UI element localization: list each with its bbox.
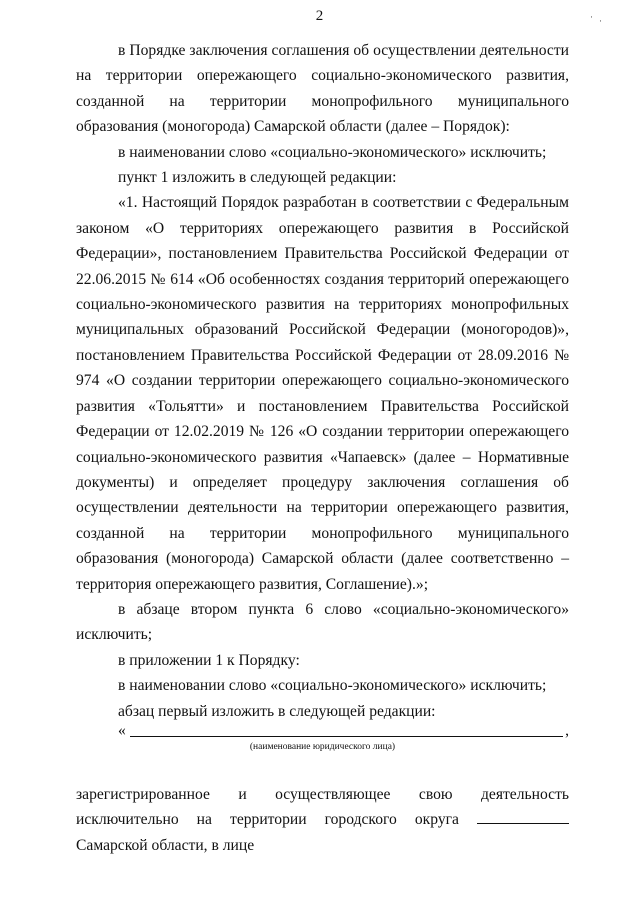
legal-entity-signature-block	[76, 721, 569, 782]
paragraph-order-reference: в Порядке заключения соглашения об осуществлении деятельности на территории опережающего социально-экономического развития, созданной на территории монопрофильного муниципального образования (моногорода) Самарской области (далее – Порядок):	[76, 42, 569, 136]
scan-speck: ·	[599, 16, 602, 26]
registered-entity-text: зарегистрированное и осуществляющее свою деятельность исключительно на территории городского округа	[76, 785, 569, 829]
registered-entity-text-end: Самарской области, в лице	[76, 836, 255, 854]
document-body	[76, 38, 569, 858]
scan-speck: ·	[590, 12, 593, 22]
city-district-blank	[477, 811, 569, 824]
paragraph-point-1-text: «1. Настоящий Порядок разработан в соответствии с Федеральным законом «О территориях опережающего развития в Российской Федерации», постановлением Правительства Российской Федерации от 22.06.2015 № 614 «Об особенностях создания территорий опережающего социально-экономического развития на территориях монопрофильных муниципальных образований Российской Федерации (моногородов)», постановлением Правительства Российской Федерации от 28.09.2016 № 974 «О создании территории опережающего социально-экономического развития «Тольятти» и постановлением Правительства Российской Федерации от 12.02.2019 № 126 «О создании территории опережающего социально-экономического развития «Чапаевск» (далее – Нормативные документы) и определяет процедуру заключения соглашения об осуществлении деятельности на территории опережающего развития, созданной на территории монопрофильного муниципального образования (моногорода) Самарской области (далее соответственно – территория опережающего развития, Соглашение).»;	[76, 194, 569, 593]
paragraph-registered-entity	[76, 782, 569, 858]
legal-entity-caption: (наименование юридического лица)	[249, 741, 396, 752]
paragraph-name-change: в наименовании слово «социально-экономического» исключить;	[118, 143, 547, 161]
paragraph-appendix-1: в приложении 1 к Порядку:	[118, 651, 300, 669]
page-number: 2	[315, 8, 324, 24]
paragraph-point-6-change: в абзаце втором пункта 6 слово «социально-экономического» исключить;	[76, 600, 569, 644]
paragraph-appendix-name-change: в наименовании слово «социально-экономического» исключить;	[118, 677, 547, 695]
close-mark: ,	[565, 721, 569, 739]
paragraph-first-abzac: абзац первый изложить в следующей редакции:	[118, 702, 436, 720]
open-quote: «	[118, 721, 126, 739]
legal-entity-name-line	[130, 736, 563, 737]
paragraph-point-1-intro: пункт 1 изложить в следующей редакции:	[118, 169, 397, 187]
